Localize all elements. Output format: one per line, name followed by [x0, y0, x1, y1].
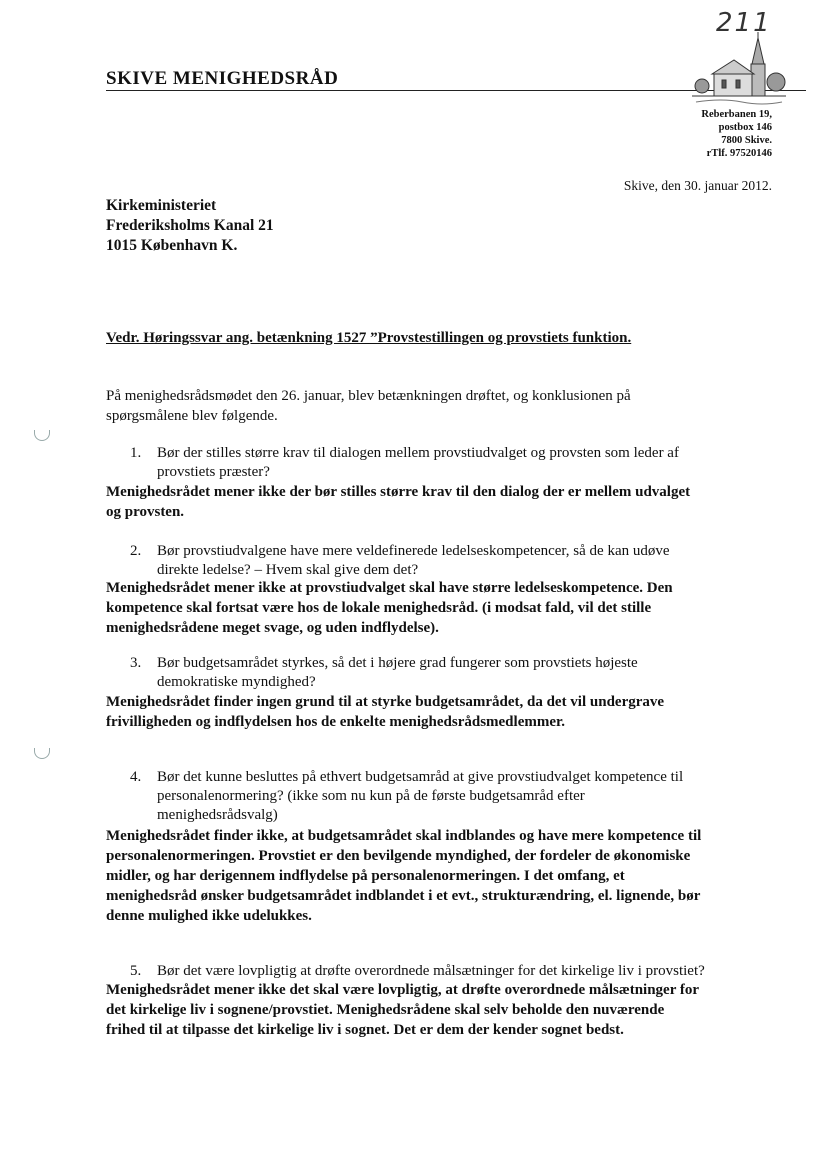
- question-line: menighedsrådsvalg): [157, 807, 278, 823]
- answer-line: Menighedsrådet finder ikke, at budgetsamrådet skal indblandes og have mere kompetence til: [106, 828, 702, 844]
- contact-city: 7800 Skive.: [721, 135, 772, 146]
- answer-line: og provsten.: [106, 504, 185, 520]
- question-line: demokratiske myndighed?: [157, 674, 316, 690]
- question-line: Bør budgetsamrådet styrkes, så det i højere grad fungerer som provstiets højeste: [157, 655, 638, 671]
- answer-line: det kirkelige liv i sognene/provstiet. Menighedsrådene skal selv beholde den nuværende: [106, 1002, 665, 1018]
- handwritten-page-number: 211: [716, 8, 772, 38]
- answer-1: [106, 482, 796, 522]
- punch-hole-mark: [34, 430, 50, 441]
- answer-3: [106, 692, 796, 732]
- answer-line: Menighedsrådet mener ikke at provstiudvalget skal have større ledelseskompetence. Den: [106, 580, 673, 596]
- answer-line: denne mulighed ikke udelukkes.: [106, 908, 312, 924]
- church-icon: [692, 30, 786, 108]
- question-line: Bør det kunne besluttes på ethvert budgetsamråd at give provstiudvalget kompetence til: [157, 769, 684, 785]
- intro-line: spørgsmålene blev følgende.: [106, 408, 278, 424]
- question-number: 2.: [130, 543, 142, 559]
- question-5: [130, 962, 780, 981]
- question-line: direkte ledelse? – Hvem skal give dem det?: [157, 562, 419, 578]
- contact-block: [640, 108, 772, 160]
- contact-street: Reberbanen 19,: [701, 109, 772, 120]
- answer-5: [106, 980, 796, 1040]
- question-number: 1.: [130, 445, 142, 461]
- intro-line: På menighedsrådsmødet den 26. januar, blev betænkningen drøftet, og konklusionen på: [106, 388, 631, 404]
- recipient-street: Frederiksholms Kanal 21: [106, 217, 274, 234]
- intro-paragraph: [106, 386, 726, 426]
- question-2: [130, 542, 780, 580]
- question-number: 4.: [130, 769, 142, 785]
- recipient-city: 1015 København K.: [106, 237, 238, 254]
- recipient-address: [106, 196, 274, 256]
- question-line: Bør det være lovpligtig at drøfte overordnede målsætninger for det kirkelige liv i provstiet?: [157, 963, 705, 979]
- answer-line: kompetence skal fortsat være hos de lokale menighedsråd. (i modsat fald, vil det stille: [106, 600, 652, 616]
- question-line: Bør provstiudvalgene have mere veldefinerede ledelseskompetencer, så de kan udøve: [157, 543, 670, 559]
- answer-line: frihed til at tilpasse det kirkelige liv i sognet. Det er dem der kender sognet bedst.: [106, 1022, 624, 1038]
- question-1: [130, 444, 780, 482]
- answer-line: personalenormeringen. Provstiet er den bevilgende myndighed, der fordeler de økonomiske: [106, 848, 691, 864]
- question-3: [130, 654, 780, 692]
- question-number: 5.: [130, 963, 142, 979]
- contact-phone: rTlf. 97520146: [706, 148, 772, 159]
- question-line: provstiets præster?: [157, 464, 270, 480]
- question-line: Bør der stilles større krav til dialogen mellem provstiudvalget og provsten som leder af: [157, 445, 679, 461]
- answer-line: Menighedsrådet finder ingen grund til at styrke budgetsamrådet, da det vil undergrave: [106, 694, 665, 710]
- punch-hole-mark: [34, 748, 50, 759]
- answer-line: menighedsrådene meget svage, og uden indflydelse).: [106, 620, 439, 636]
- answer-line: Menighedsrådet mener ikke der bør stilles større krav til den dialog der er mellem udvalget: [106, 484, 691, 500]
- answer-4: [106, 826, 796, 926]
- answer-line: midler, og har derigennem indflydelse på personalenormeringen. I det omfang, et: [106, 868, 625, 884]
- answer-line: menighedsråd ønsker budgetsamrådet indblandet i et evt., strukturændring, el. lignende, bør: [106, 888, 701, 904]
- subject-line: Vedr. Høringssvar ang. betænkning 1527 ”Provstestillingen og provstiets funktion.: [106, 330, 632, 346]
- contact-postbox: postbox 146: [718, 122, 772, 133]
- question-line: personalenormering? (ikke som nu kun på de første budgetsamråd efter: [157, 788, 585, 804]
- answer-line: frivilligheden og indflydelsen hos de enkelte menighedsrådsmedlemmer.: [106, 714, 566, 730]
- organization-name: SKIVE MENIGHEDSRÅD: [106, 68, 339, 89]
- answer-2: [106, 578, 796, 638]
- answer-line: Menighedsrådet mener ikke det skal være lovpligtig, at drøfte overordnede målsætninger for: [106, 982, 699, 998]
- question-4: [130, 768, 780, 825]
- question-number: 3.: [130, 655, 142, 671]
- letter-date: Skive, den 30. januar 2012.: [623, 178, 772, 193]
- recipient-name: Kirkeministeriet: [106, 197, 217, 214]
